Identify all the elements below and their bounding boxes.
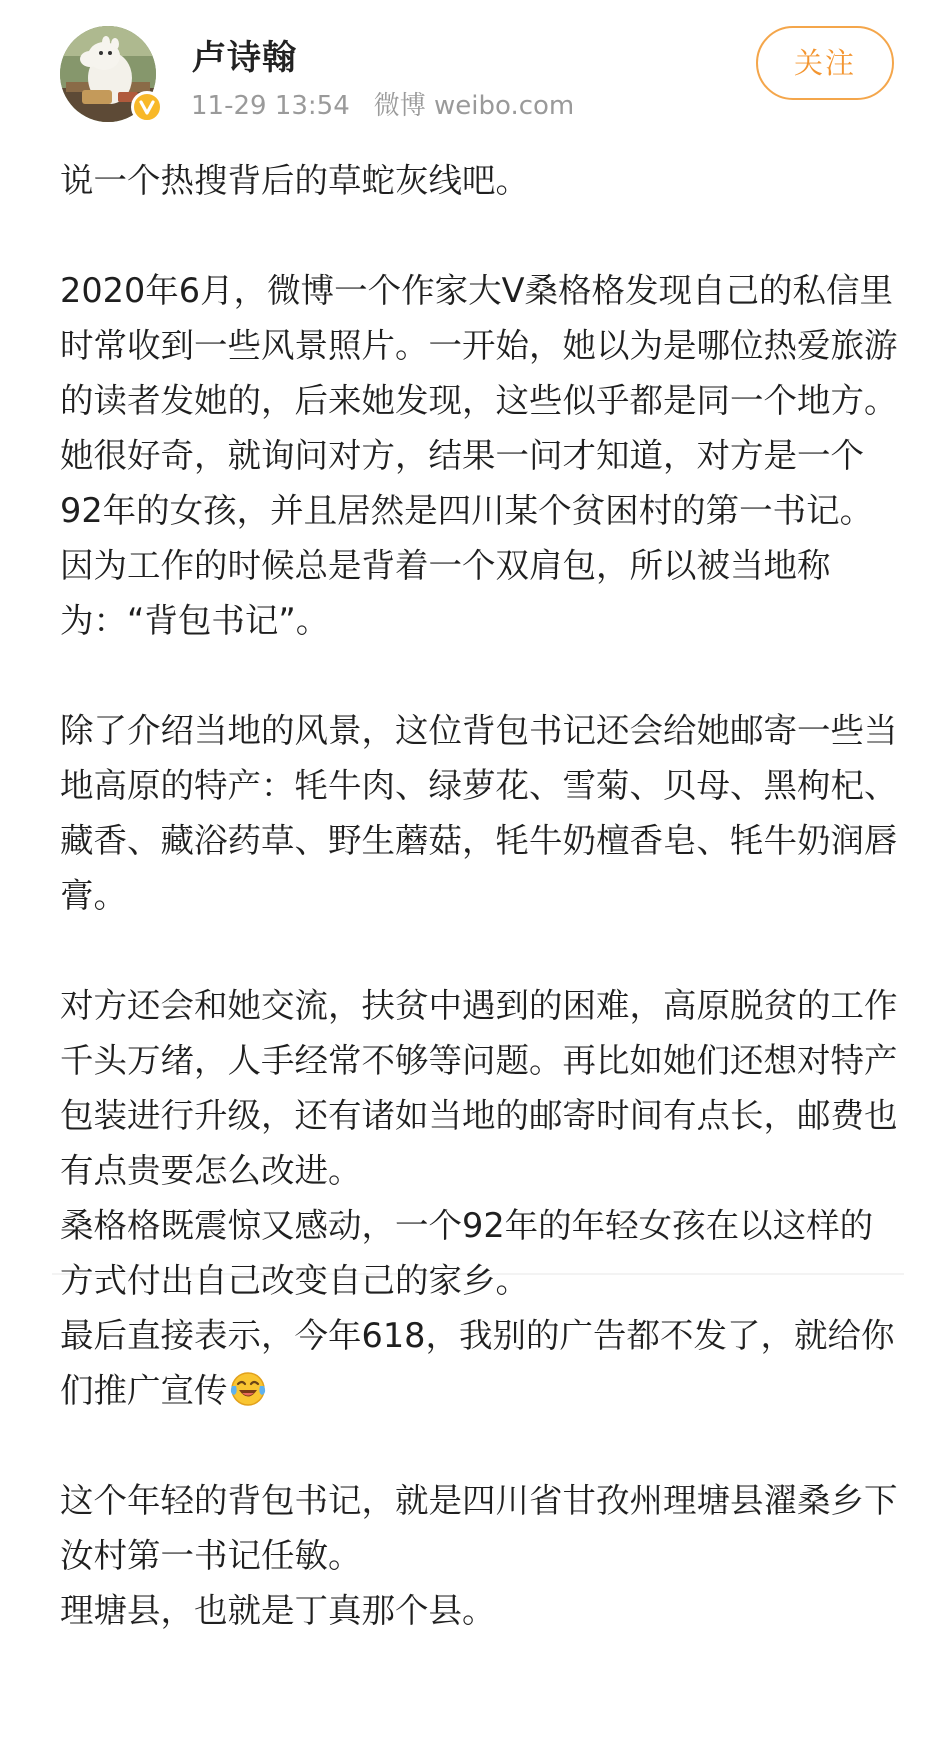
post-paragraph-4: 对方还会和她交流，扶贫中遇到的困难，高原脱贫的工作千头万绪，人手经常不够等问题。再比如她们还想对特产包装进行升级，还有诸如当地的邮寄时间有点长，邮费也有点贵要怎么改进。 [60,986,898,1190]
post-paragraph-1: 说一个热搜背后的草蛇灰线吧。 [60,161,529,200]
post-paragraph-6: 这个年轻的背包书记，就是四川省甘孜州理塘县濯桑乡下汝村第一书记任敏。 理塘县，也就是丁真那个县。 [60,1481,898,1630]
post-timestamp: 11-29 13:54 [191,91,350,121]
paragraph-gap [60,208,900,263]
paragraph-gap [60,648,900,703]
user-name[interactable]: 卢诗翰 [192,38,297,78]
post-paragraph-5 [60,1198,900,1418]
post-meta [191,88,574,124]
post-paragraph-3: 除了介绍当地的风景，这位背包书记还会给她邮寄一些当地高原的特产：牦牛肉、绿萝花、雪菊、贝母、黑枸杞、藏香、藏浴药草、野生蘑菇，牦牛奶檀香皂、牦牛奶润唇膏。 [60,711,898,915]
paragraph-gap [60,923,900,978]
verified-badge-icon [131,91,163,123]
post-header [0,0,949,140]
paragraph-gap [60,1418,900,1473]
post-paragraph-5-text: 桑格格既震惊又感动，一个92年的年轻女孩在以这样的方式付出自己改变自己的家乡。 最后直接表示，今年618，我别的广告都不发了，就给你们推广宣传 [60,1206,895,1410]
post-source[interactable]: 微博 weibo.com [373,91,575,121]
follow-button[interactable]: 关注 [756,26,894,100]
post-paragraph-2: 2020年6月，微博一个作家大V桑格格发现自己的私信里时常收到一些风景照片。一开始，她以为是哪位热爱旅游的读者发她的，后来她发现，这些似乎都是同一个地方。 她很好奇，就询问对方，结果一问才知道，对方是一个92年的女孩，并且居然是四川某个贫困村的第一书记。因为工作的时候总是背着一个双肩包，所以被当地称为：“背包书记”。 [60,271,898,640]
laughing-crying-emoji-icon [228,1368,268,1408]
post-body [60,153,900,1638]
